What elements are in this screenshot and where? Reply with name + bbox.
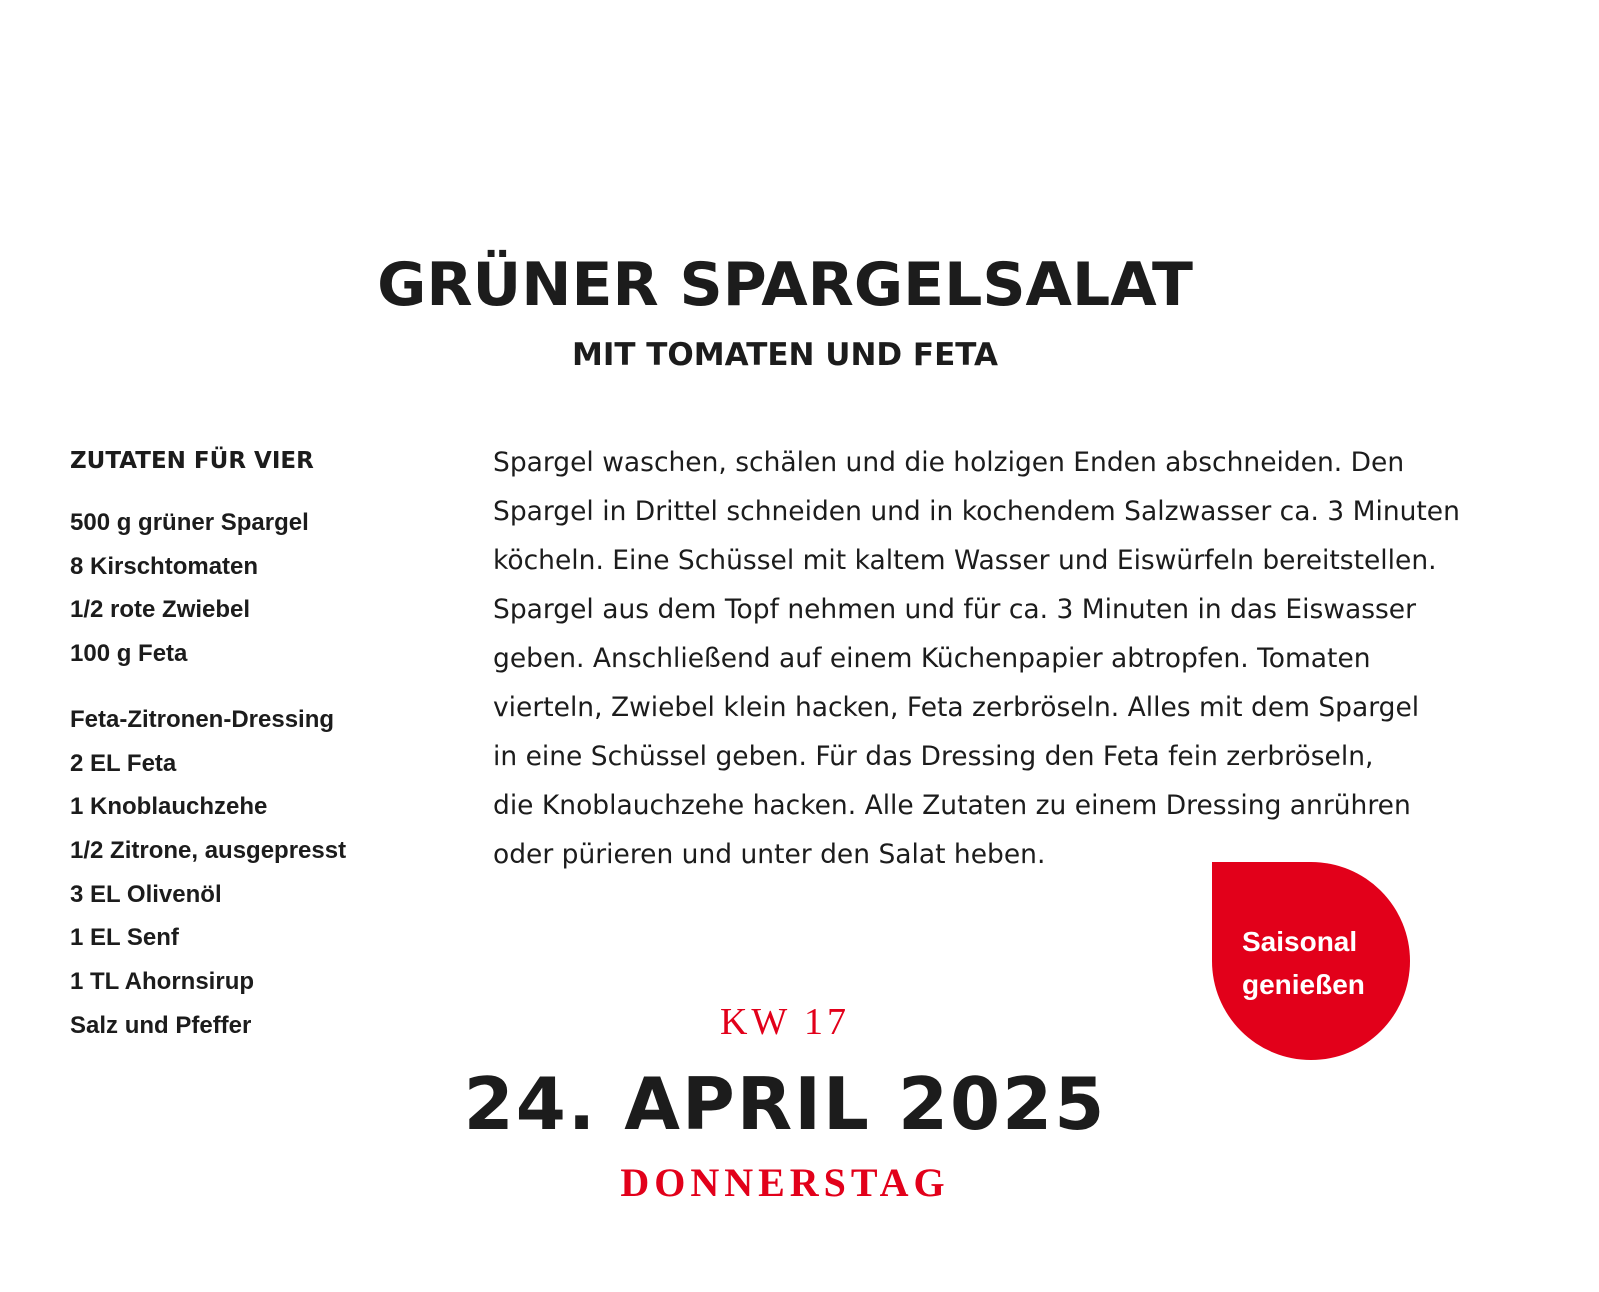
ingredient-item: 1 TL Ahornsirup — [70, 968, 255, 996]
seasonal-badge-line: Saisonal — [1242, 926, 1358, 957]
calendar-weekday: DONNERSTAG — [620, 1160, 950, 1205]
ingredient-item: 2 EL Feta — [70, 749, 177, 777]
seasonal-badge-text — [1242, 920, 1365, 1006]
ingredient-item: 8 Kirschtomaten — [70, 552, 259, 580]
ingredient-item: 1 EL Senf — [70, 924, 179, 952]
instructions-line: vierteln, Zwiebel klein hacken, Feta zerbröseln. Alles mit dem Spargel — [493, 692, 1420, 723]
recipe-title: GRÜNER SPARGELSALAT — [377, 250, 1193, 320]
ingredient-item: 1/2 rote Zwiebel — [70, 596, 251, 624]
instructions-line: Spargel waschen, schälen und die holzigen Enden abschneiden. Den — [493, 447, 1405, 478]
ingredient-item: 1 Knoblauchzehe — [70, 793, 268, 821]
instructions-line: Spargel aus dem Topf nehmen und für ca. 3 Minuten in das Eiswasser — [493, 594, 1417, 625]
instructions-text — [493, 438, 1473, 879]
calendar-date: 24. APRIL 2025 — [463, 1062, 1107, 1146]
ingredients-panel — [70, 441, 450, 1069]
ingredient-item: 1/2 Zitrone, ausgepresst — [70, 836, 347, 864]
seasonal-badge-line: genießen — [1242, 969, 1365, 1000]
calendar-week: KW 17 — [719, 1001, 851, 1043]
recipe-subtitle: MIT TOMATEN UND FETA — [571, 337, 999, 373]
ingredients-list-main — [70, 501, 450, 676]
instructions-line: köcheln. Eine Schüssel mit kaltem Wasser und Eiswürfeln bereitstellen. — [493, 545, 1437, 576]
ingredient-item: 100 g Feta — [70, 640, 188, 668]
instructions-line: die Knoblauchzehe hacken. Alle Zutaten zu einem Dressing anrühren — [493, 790, 1411, 821]
instructions-line: Spargel in Drittel schneiden und in kochendem Salzwasser ca. 3 Minuten — [493, 496, 1460, 527]
instructions-line: oder pürieren und unter den Salat heben. — [493, 839, 1046, 870]
ingredient-item: 500 g grüner Spargel — [70, 509, 309, 536]
ingredients-list-dressing — [70, 698, 450, 1048]
instructions-line: in eine Schüssel geben. Für das Dressing den Feta fein zerbröseln, — [493, 741, 1374, 772]
ingredients-heading: ZUTATEN FÜR VIER — [70, 448, 314, 474]
dressing-heading: Feta-Zitronen-Dressing — [70, 705, 335, 733]
ingredient-item: 3 EL Olivenöl — [70, 880, 222, 908]
instructions-line: geben. Anschließend auf einem Küchenpapier abtropfen. Tomaten — [493, 643, 1371, 674]
ingredient-item: Salz und Pfeffer — [70, 1011, 252, 1039]
